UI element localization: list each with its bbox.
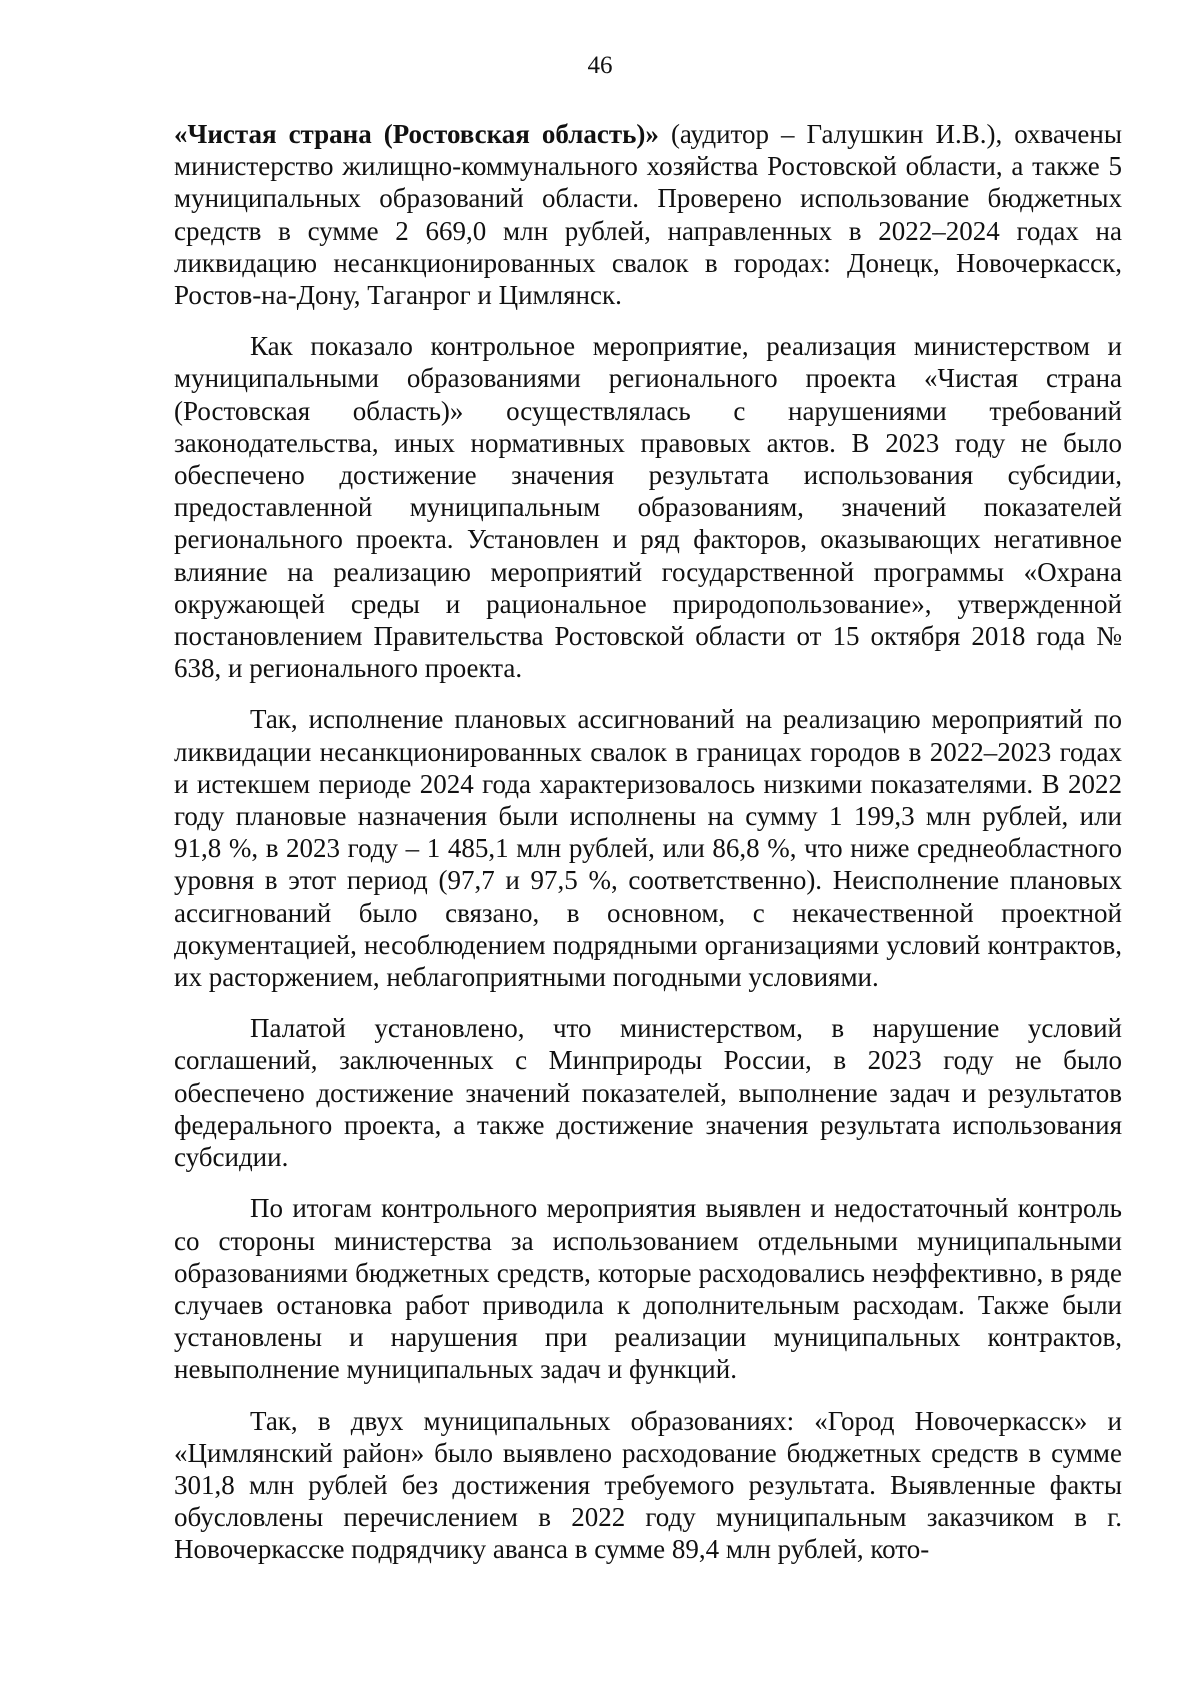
- paragraph-4: Палатой установлено, что министерством, в нарушение условий соглашений, заключенных с Минприроды России, в 2023 году не было обеспечено достижение значений показателей, выполнение задач и результатов федерального проекта, а также достижение значения результата использования субсидии.: [174, 1013, 1122, 1173]
- paragraph-6: Так, в двух муниципальных образованиях: «Город Новочеркасск» и «Цимлянский район» было выявлено расходование бюджетных средств в сумме 301,8 млн рублей без достижения требуемого результата. Выявленные факты обусловлены перечислением в 2022 году муниципальным заказчиком в г. Новочеркасске подрядчику аванса в сумме 89,4 млн рублей, кото-: [174, 1405, 1122, 1565]
- page-number: 46: [587, 52, 613, 79]
- paragraph-2: Как показало контрольное мероприятие, реализация министерством и муниципальными образованиями регионального проекта «Чистая страна (Ростовская область)» осуществлялась с нарушениями требований законодательства, иных нормативных правовых актов. В 2023 году не было обеспечено достижение значения результата использования субсидии, предоставленной муниципальным образованиям, значений показателей регионального проекта. Установлен и ряд факторов, оказывающих негативное влияние на реализацию мероприятий государственной программы «Охрана окружающей среды и рациональное природопользование», утвержденной постановлением Правительства Ростовской области от 15 октября 2018 года № 638, и регионального проекта.: [174, 331, 1122, 684]
- paragraph-1-bold-lead: «Чистая страна (Ростовская область)»: [174, 119, 659, 149]
- paragraph-1: [174, 118, 1122, 311]
- paragraph-1-text: (аудитор – Галушкин И.В.), охвачены министерство жилищно-коммунального хозяйства Ростовской области, а также 5 муниципальных образований области. Проверено использование бюджетных средств в сумме 2 669,0 млн рублей, направленных в 2022–2024 годах на ликвидацию несанкционированных свалок в городах: Донецк, Новочеркасск, Ростов-на-Дону, Таганрог и Цимлянск.: [174, 119, 1122, 311]
- paragraph-5: По итогам контрольного мероприятия выявлен и недостаточный контроль со стороны министерства за использованием отдельными муниципальными образованиями бюджетных средств, которые расходовались неэффективно, в ряде случаев остановка работ приводила к дополнительным расходам. Также были установлены и нарушения при реализации муниципальных контрактов, невыполнение муниципальных задач и функций.: [174, 1193, 1122, 1385]
- paragraph-3: Так, исполнение плановых ассигнований на реализацию мероприятий по ликвидации несанкционированных свалок в границах городов в 2022–2023 годах и истекшем периоде 2024 года характеризовалось низкими показателями. В 2022 году плановые назначения были исполнены на сумму 1 199,3 млн рублей, или 91,8 %, в 2023 году – 1 485,1 млн рублей, или 86,8 %, что ниже среднеобластного уровня в этот период (97,7 и 97,5 %, соответственно). Неисполнение плановых ассигнований было связано, в основном, с некачественной проектной документацией, несоблюдением подрядными организациями условий контрактов, их расторжением, неблагоприятными погодными условиями.: [174, 704, 1122, 993]
- document-body: [174, 118, 1122, 1585]
